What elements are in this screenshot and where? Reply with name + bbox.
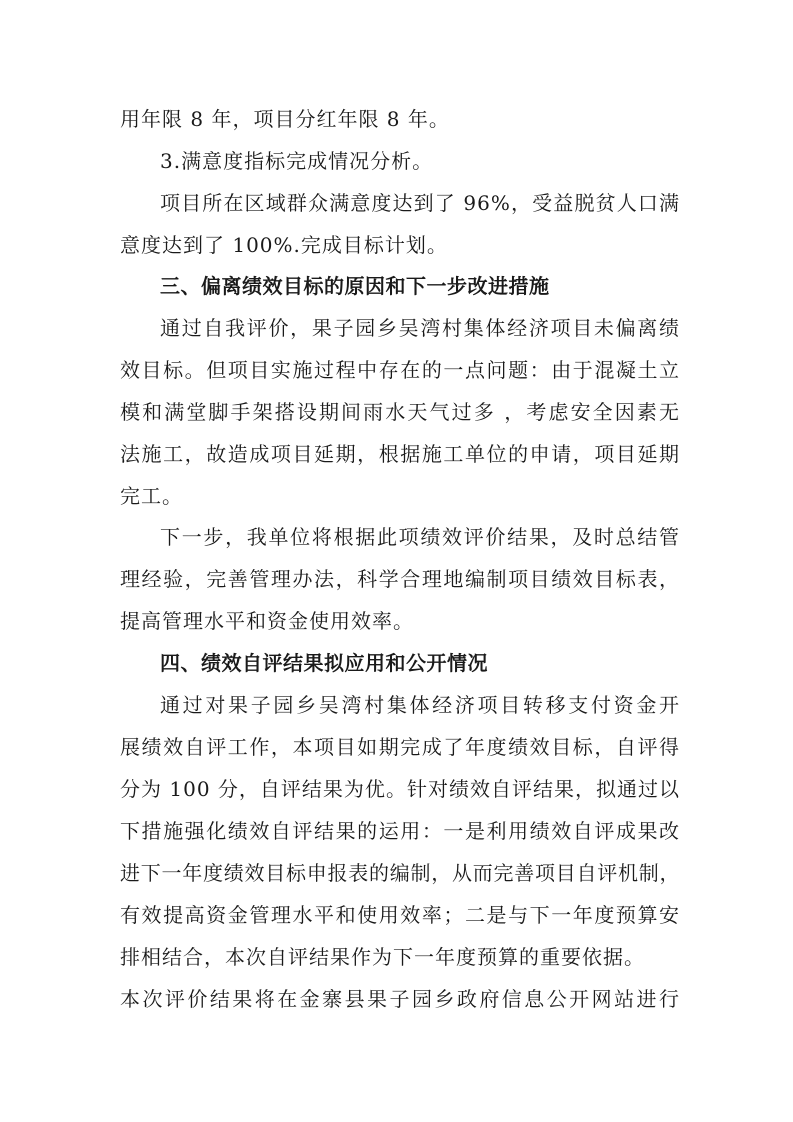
text-line: 通过自我评价，果子园乡吴湾村集体经济项目未偏离绩 (160, 316, 680, 340)
text-line: 理经验，完善管理办法，科学合理地编制项目绩效目标表， (120, 567, 680, 591)
section-heading-4: 四、绩效自评结果拟应用和公开情况 (160, 651, 488, 675)
text-line: 模和满堂脚手架搭设期间雨水天气过多 ，考虑安全因素无 (120, 400, 680, 424)
text-line: 下一步，我单位将根据此项绩效评价结果，及时总结管 (160, 525, 680, 549)
text-line: 意度达到了 100%.完成目标计划。 (120, 233, 448, 257)
text-line: 用年限 8 年，项目分红年限 8 年。 (120, 107, 450, 131)
text-line: 本次评价结果将在金寨县果子园乡政府信息公开网站进行 (120, 987, 680, 1011)
text-line: 通过对果子园乡吴湾村集体经济项目转移支付资金开 (160, 693, 680, 717)
section-heading-3: 三、偏离绩效目标的原因和下一步改进措施 (160, 274, 550, 298)
text-line: 排相结合，本次自评结果作为下一年度预算的重要依据。 (120, 945, 645, 969)
text-line: 下措施强化绩效自评结果的运用：一是利用绩效自评成果改 (120, 819, 680, 843)
text-line: 完工。 (120, 484, 183, 508)
text-line: 效目标。但项目实施过程中存在的一点问题：由于混凝土立 (120, 358, 680, 382)
text-line: 分为 100 分，自评结果为优。针对绩效自评结果，拟通过以 (120, 777, 680, 801)
text-line: 展绩效自评工作，本项目如期完成了年度绩效目标，自评得 (120, 735, 680, 759)
text-line: 3.满意度指标完成情况分析。 (160, 149, 434, 173)
text-line: 有效提高资金管理水平和使用效率；二是与下一年度预算安 (120, 903, 680, 927)
text-line: 提高管理水平和资金使用效率。 (120, 609, 414, 633)
text-line: 进下一年度绩效目标申报表的编制，从而完善项目自评机制， (120, 861, 680, 885)
text-line: 项目所在区域群众满意度达到了 96%，受益脱贫人口满 (160, 191, 680, 215)
text-line: 法施工，故造成项目延期，根据施工单位的申请，项目延期 (120, 442, 680, 466)
